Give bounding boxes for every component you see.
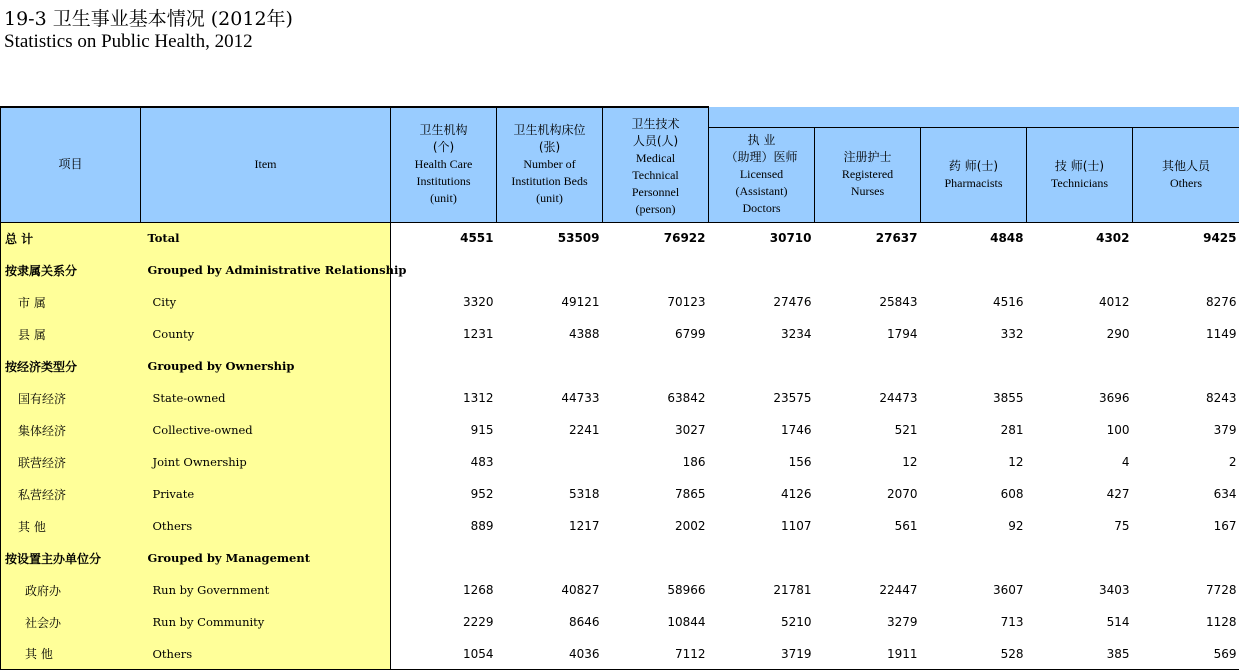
cell-doctors: 1746 — [780, 423, 812, 437]
table-row — [1, 574, 1239, 606]
header-institutions: 卫生机构 (个) Health Care Institutions (unit) — [391, 107, 497, 222]
table-row — [1, 254, 1239, 286]
cell-technicians: 385 — [1027, 638, 1133, 670]
row-label-en: Others — [141, 510, 391, 542]
row-label-en: Total — [141, 222, 391, 254]
cell-others — [1133, 542, 1239, 574]
row-label-cn: 县 属 — [1, 318, 141, 350]
table-row — [1, 638, 1239, 670]
row-label-cn: 按设置主办单位分 — [1, 542, 141, 574]
row-label-cn: 政府办 — [1, 574, 141, 606]
cell-technical: 7112 — [603, 638, 709, 670]
cell-nurses: 25843 — [879, 295, 918, 309]
cell-nurses: 2070 — [886, 487, 918, 501]
cell-technical: 7865 — [674, 487, 706, 501]
cell-doctors: 30710 — [709, 222, 815, 254]
cell-nurses: 22447 — [879, 583, 918, 597]
table-row — [1, 414, 1239, 446]
cell-pharmacists: 608 — [1000, 487, 1024, 501]
cell-nurses: 521 — [894, 423, 918, 437]
cell-technical — [603, 350, 709, 382]
table-row — [1, 606, 1239, 638]
row-label-en: Grouped by Ownership — [141, 350, 391, 382]
cell-others: 2 — [1228, 455, 1237, 469]
table-row — [1, 350, 1239, 382]
cell-institutions: 1268 — [462, 583, 494, 597]
cell-pharmacists — [921, 254, 1027, 286]
cell-institutions: 2229 — [462, 615, 494, 629]
cell-doctors: 23575 — [773, 391, 812, 405]
cell-others: 1149 — [1205, 327, 1237, 341]
cell-doctors — [709, 350, 815, 382]
cell-doctors: 27476 — [773, 295, 812, 309]
cell-others: 8243 — [1205, 391, 1237, 405]
cell-beds: 53509 — [497, 222, 603, 254]
row-label-en: Grouped by Management — [141, 542, 391, 574]
cell-nurses: 27637 — [815, 222, 921, 254]
cell-pharmacists — [921, 350, 1027, 382]
cell-beds: 4388 — [568, 327, 600, 341]
header-others: 其他人员 Others — [1133, 127, 1239, 222]
row-label-cn: 私营经济 — [1, 478, 141, 510]
cell-nurses — [815, 350, 921, 382]
table-row — [1, 542, 1239, 574]
cell-institutions: 1231 — [462, 327, 494, 341]
cell-technicians: 427 — [1106, 487, 1130, 501]
table-header — [1, 107, 1239, 222]
header-nurses: 注册护士 Registered Nurses — [815, 127, 921, 222]
row-label-en: Collective-owned — [141, 414, 391, 446]
cell-nurses: 12 — [902, 455, 918, 469]
row-label-en: Run by Government — [141, 574, 391, 606]
cell-doctors: 21781 — [773, 583, 812, 597]
cell-others — [1133, 254, 1239, 286]
cell-pharmacists: 4516 — [992, 295, 1024, 309]
cell-technical: 10844 — [667, 615, 706, 629]
cell-pharmacists: 92 — [1008, 519, 1024, 533]
cell-beds: 44733 — [561, 391, 600, 405]
cell-technical: 70123 — [667, 295, 706, 309]
header-beds: 卫生机构床位 (张) Number of Institution Beds (unit) — [497, 107, 603, 222]
cell-technicians — [1027, 350, 1133, 382]
cell-doctors: 3719 — [709, 638, 815, 670]
cell-institutions: 3320 — [462, 295, 494, 309]
cell-others: 8276 — [1205, 295, 1237, 309]
table-row — [1, 286, 1239, 318]
cell-beds: 40827 — [561, 583, 600, 597]
cell-institutions: 483 — [470, 455, 494, 469]
cell-pharmacists: 713 — [1000, 615, 1024, 629]
cell-technical — [603, 254, 709, 286]
cell-beds — [497, 350, 603, 382]
row-label-cn: 总 计 — [1, 222, 141, 254]
row-label-en: Others — [141, 638, 391, 670]
cell-pharmacists — [921, 542, 1027, 574]
row-label-cn: 其 他 — [1, 510, 141, 542]
cell-nurses: 3279 — [886, 615, 918, 629]
row-label-cn: 按经济类型分 — [1, 350, 141, 382]
cell-doctors: 156 — [788, 455, 812, 469]
row-label-cn: 社会办 — [1, 606, 141, 638]
header-doctors: 执 业 （助理）医师 Licensed (Assistant) Doctors — [709, 127, 815, 222]
cell-others: 569 — [1133, 638, 1239, 670]
title-chinese: 19-3 卫生事业基本情况 (2012年) — [4, 8, 293, 30]
cell-institutions — [391, 350, 497, 382]
cell-technicians: 514 — [1106, 615, 1130, 629]
cell-technical: 63842 — [667, 391, 706, 405]
cell-beds — [497, 254, 603, 286]
cell-technical: 3027 — [674, 423, 706, 437]
cell-others: 7728 — [1205, 583, 1237, 597]
row-label-cn: 国有经济 — [1, 382, 141, 414]
cell-technical: 6799 — [674, 327, 706, 341]
cell-beds: 8646 — [568, 615, 600, 629]
row-label-cn: 其 他 — [1, 638, 141, 670]
row-label-en: State-owned — [141, 382, 391, 414]
header-technicians: 技 师(士) Technicians — [1027, 127, 1133, 222]
cell-beds: 49121 — [561, 295, 600, 309]
cell-beds — [497, 542, 603, 574]
header-technical-spacer — [709, 107, 1239, 127]
cell-technicians: 4012 — [1098, 295, 1130, 309]
cell-doctors: 3234 — [780, 327, 812, 341]
cell-institutions: 915 — [470, 423, 494, 437]
cell-beds: 5318 — [568, 487, 600, 501]
cell-institutions — [391, 542, 497, 574]
cell-technicians: 100 — [1106, 423, 1130, 437]
header-item-cn: 项目 — [1, 107, 141, 222]
table-row — [1, 446, 1239, 478]
cell-technicians: 4 — [1121, 455, 1130, 469]
cell-institutions: 889 — [470, 519, 494, 533]
cell-technicians — [1027, 542, 1133, 574]
cell-technicians: 4302 — [1027, 222, 1133, 254]
cell-technicians: 290 — [1106, 327, 1130, 341]
cell-technicians: 3696 — [1098, 391, 1130, 405]
cell-doctors: 4126 — [780, 487, 812, 501]
cell-pharmacists: 3855 — [992, 391, 1024, 405]
cell-doctors — [709, 542, 815, 574]
cell-beds: 4036 — [497, 638, 603, 670]
cell-doctors: 5210 — [780, 615, 812, 629]
cell-technicians — [1027, 254, 1133, 286]
cell-pharmacists: 281 — [1000, 423, 1024, 437]
row-label-cn: 按隶属关系分 — [1, 254, 141, 286]
row-label-cn: 集体经济 — [1, 414, 141, 446]
cell-pharmacists: 528 — [921, 638, 1027, 670]
cell-technicians: 3403 — [1098, 583, 1130, 597]
cell-doctors: 1107 — [780, 519, 812, 533]
cell-nurses: 1911 — [815, 638, 921, 670]
table-row — [1, 478, 1239, 510]
cell-nurses — [815, 254, 921, 286]
cell-nurses: 24473 — [879, 391, 918, 405]
row-label-en: County — [141, 318, 391, 350]
row-label-en: Private — [141, 478, 391, 510]
cell-beds: 2241 — [568, 423, 600, 437]
cell-technical: 76922 — [603, 222, 709, 254]
cell-beds: 1217 — [568, 519, 600, 533]
title-english: Statistics on Public Health, 2012 — [4, 31, 253, 52]
table-row — [1, 222, 1239, 254]
cell-technical: 186 — [682, 455, 706, 469]
table-row — [1, 318, 1239, 350]
cell-others: 9425 — [1133, 222, 1239, 254]
cell-nurses — [815, 542, 921, 574]
row-label-en: Grouped by Administrative Relationship — [141, 254, 391, 286]
header-pharmacists: 药 师(士) Pharmacists — [921, 127, 1027, 222]
table-body — [1, 222, 1239, 670]
cell-pharmacists: 332 — [1000, 327, 1024, 341]
cell-institutions: 1054 — [391, 638, 497, 670]
cell-institutions: 1312 — [462, 391, 494, 405]
row-label-cn: 市 属 — [1, 286, 141, 318]
cell-doctors — [709, 254, 815, 286]
row-label-en: Run by Community — [141, 606, 391, 638]
cell-pharmacists: 12 — [1008, 455, 1024, 469]
table-row — [1, 510, 1239, 542]
cell-others: 379 — [1213, 423, 1237, 437]
statistics-table — [0, 106, 1239, 670]
cell-technical: 58966 — [667, 583, 706, 597]
header-item-en: Item — [141, 107, 391, 222]
cell-technicians: 75 — [1114, 519, 1130, 533]
cell-nurses: 1794 — [886, 327, 918, 341]
cell-pharmacists: 3607 — [992, 583, 1024, 597]
cell-technical: 2002 — [674, 519, 706, 533]
cell-institutions: 4551 — [391, 222, 497, 254]
cell-pharmacists: 4848 — [921, 222, 1027, 254]
cell-others — [1133, 350, 1239, 382]
cell-others: 167 — [1213, 519, 1237, 533]
table-row — [1, 382, 1239, 414]
cell-technical — [603, 542, 709, 574]
row-label-en: Joint Ownership — [141, 446, 391, 478]
header-technical-personnel: 卫生技术 人员(人) Medical Technical Personnel (person) — [603, 107, 709, 222]
row-label-cn: 联营经济 — [1, 446, 141, 478]
row-label-en: City — [141, 286, 391, 318]
cell-institutions — [391, 254, 497, 286]
cell-beds — [497, 446, 603, 478]
cell-others: 634 — [1213, 487, 1237, 501]
cell-nurses: 561 — [894, 519, 918, 533]
cell-institutions: 952 — [470, 487, 494, 501]
cell-others: 1128 — [1205, 615, 1237, 629]
